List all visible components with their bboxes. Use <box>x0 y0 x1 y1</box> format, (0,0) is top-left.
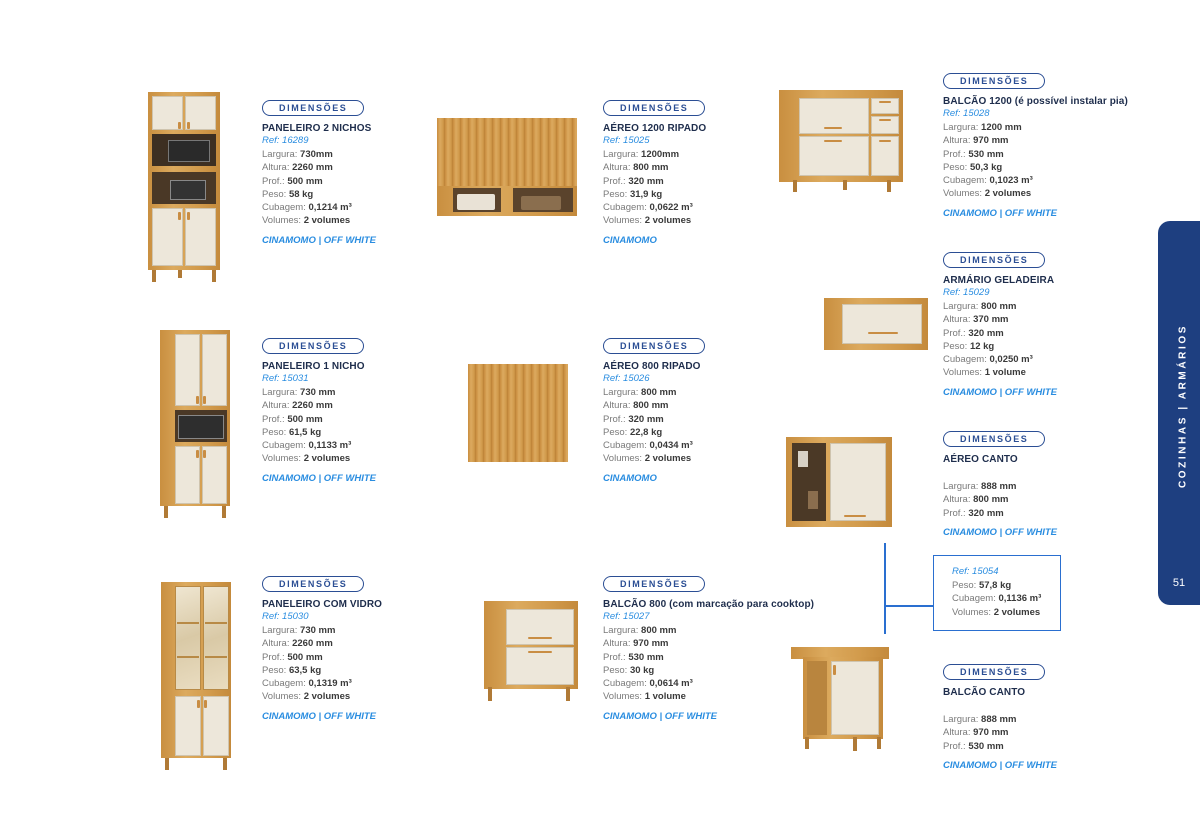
spec-row <box>603 452 833 465</box>
product-info <box>603 336 833 484</box>
page-number: 51 <box>1172 577 1186 589</box>
spec-row <box>603 386 833 399</box>
spec-value: 500 mm <box>287 651 323 663</box>
spec-label: Altura: <box>262 638 290 650</box>
spec-value: 800 mm <box>973 494 1009 506</box>
spec-value: 1 volume <box>984 367 1026 379</box>
spec-row <box>943 340 1173 353</box>
spec-list <box>603 148 833 228</box>
spec-value: 2 volumes <box>993 606 1041 618</box>
finish-colors-link[interactable]: CINAMOMO <box>603 234 657 246</box>
spec-row <box>603 690 833 703</box>
spec-row <box>943 726 1173 739</box>
spec-label: Peso: <box>603 664 628 676</box>
spec-value: 2260 mm <box>292 162 333 174</box>
spec-label: Cubagem: <box>603 202 647 214</box>
spec-label: Largura: <box>262 387 298 398</box>
spec-value: 530 mm <box>628 651 664 663</box>
spec-label: Cubagem: <box>943 175 987 187</box>
finish-colors-link[interactable]: CINAMOMO | OFF WHITE <box>262 710 377 722</box>
spec-label: Prof.: <box>262 175 285 187</box>
spec-label: Cubagem: <box>603 440 647 452</box>
spec-label: Peso: <box>603 426 628 438</box>
spec-value: 970 mm <box>973 135 1009 147</box>
spec-value: 500 mm <box>287 413 323 425</box>
product-ref: Ref: 16289 <box>262 135 309 146</box>
spec-label: Altura: <box>603 638 631 650</box>
spec-label: Altura: <box>262 162 290 174</box>
spec-value: 2 volumes <box>644 215 692 227</box>
spec-row <box>952 579 1060 592</box>
spec-value: 0,0622 m³ <box>649 202 693 214</box>
spec-label: Altura: <box>943 314 971 326</box>
finish-colors-link[interactable]: CINAMOMO | OFF WHITE <box>603 710 718 722</box>
spec-value: 61,5 kg <box>288 426 322 438</box>
spec-list <box>943 300 1173 380</box>
spec-label: Cubagem: <box>952 593 996 605</box>
product-ref: Ref: 15029 <box>943 287 990 298</box>
spec-row <box>262 399 492 412</box>
spec-row <box>603 161 833 174</box>
spec-row <box>262 637 492 650</box>
spec-value: 2260 mm <box>292 400 333 412</box>
spec-label: Prof.: <box>943 327 966 339</box>
paneleiro-1-nicho-image <box>160 330 230 518</box>
spec-row <box>262 690 492 703</box>
spec-label: Volumes: <box>603 215 643 227</box>
spec-row <box>943 300 1173 313</box>
spec-label: Largura: <box>603 387 639 398</box>
spec-value: 2 volumes <box>303 215 351 227</box>
spec-row <box>262 214 492 227</box>
spec-row <box>603 426 833 439</box>
spec-label: Prof.: <box>603 413 626 425</box>
product-info <box>262 574 492 722</box>
spec-value: 1 volume <box>644 691 686 703</box>
spec-label: Cubagem: <box>262 440 306 452</box>
spec-label: Peso: <box>952 580 977 591</box>
spec-label: Altura: <box>603 400 631 412</box>
product-name: AÉREO 1200 RIPADO <box>603 123 707 134</box>
spec-list <box>943 713 1173 753</box>
product-ref: Ref: 15027 <box>603 611 650 622</box>
finish-colors-link[interactable]: CINAMOMO | OFF WHITE <box>262 472 377 484</box>
spec-value: 320 mm <box>968 327 1004 339</box>
spec-row <box>603 201 833 214</box>
spec-label: Volumes: <box>262 453 302 465</box>
corner-set-specs <box>952 579 1060 619</box>
spec-label: Volumes: <box>943 188 983 200</box>
spec-label: Largura: <box>943 301 979 312</box>
spec-value: 22,8 kg <box>629 426 663 438</box>
spec-row <box>603 175 833 188</box>
product-info <box>603 98 833 246</box>
product-name: PANELEIRO COM VIDRO <box>262 599 383 610</box>
spec-list <box>262 386 492 466</box>
spec-label: Peso: <box>943 161 968 173</box>
spec-value: 0,0250 m³ <box>989 354 1033 366</box>
spec-label: Volumes: <box>603 453 643 465</box>
spec-value: 320 mm <box>628 413 664 425</box>
spec-row <box>262 452 492 465</box>
spec-value: 800 mm <box>633 400 669 412</box>
spec-label: Altura: <box>943 135 971 147</box>
spec-row <box>943 148 1173 161</box>
spec-row <box>943 507 1173 520</box>
product-name: PANELEIRO 2 NICHOS <box>262 123 372 134</box>
spec-row <box>603 677 833 690</box>
spec-list <box>943 480 1173 520</box>
spec-list <box>603 386 833 466</box>
dimensions-badge[interactable]: DIMENSÕES <box>943 73 1045 89</box>
spec-value: 530 mm <box>968 148 1004 160</box>
spec-row <box>262 386 492 399</box>
spec-value: 0,1133 m³ <box>308 440 352 452</box>
corner-set-ref-box <box>933 555 1061 631</box>
spec-label: Volumes: <box>952 606 992 618</box>
spec-label: Altura: <box>943 494 971 506</box>
product-name: AÉREO 800 RIPADO <box>603 361 701 372</box>
product-name: ARMÁRIO GELADEIRA <box>943 275 1055 286</box>
spec-row <box>943 480 1173 493</box>
spec-row <box>603 148 833 161</box>
spec-row <box>943 121 1173 134</box>
spec-label: Prof.: <box>603 651 626 663</box>
spec-label: Cubagem: <box>262 678 306 690</box>
finish-colors-link[interactable]: CINAMOMO | OFF WHITE <box>943 207 1058 219</box>
connector-horizontal-line <box>884 605 934 607</box>
product-name: BALCÃO 800 (com marcação para cooktop) <box>603 599 815 610</box>
spec-label: Largura: <box>943 481 979 492</box>
product-info <box>943 429 1173 538</box>
spec-value: 57,8 kg <box>978 580 1012 591</box>
spec-value: 2 volumes <box>303 691 351 703</box>
spec-label: Altura: <box>262 400 290 412</box>
section-title: COZINHAS | ARMÁRIOS <box>1177 323 1189 489</box>
product-ref: Ref: 15028 <box>943 108 990 119</box>
product-name: PANELEIRO 1 NICHO <box>262 361 365 372</box>
spec-label: Largura: <box>943 714 979 725</box>
dimensions-badge[interactable]: DIMENSÕES <box>943 431 1045 447</box>
spec-label: Prof.: <box>943 148 966 160</box>
spec-row <box>262 651 492 664</box>
product-ref <box>943 466 1173 479</box>
spec-row <box>262 426 492 439</box>
spec-row <box>262 413 492 426</box>
spec-value: 0,1136 m³ <box>998 593 1042 605</box>
spec-value: 31,9 kg <box>629 188 663 200</box>
spec-value: 800 mm <box>641 625 677 636</box>
spec-row <box>943 313 1173 326</box>
product-name: BALCÃO 1200 (é possível instalar pia) <box>943 96 1128 107</box>
spec-row <box>262 664 492 677</box>
product-ref <box>943 699 1173 712</box>
spec-value: 0,1214 m³ <box>308 202 352 214</box>
spec-row <box>262 677 492 690</box>
spec-label: Peso: <box>262 426 287 438</box>
product-info <box>262 98 492 246</box>
spec-list <box>262 148 492 228</box>
spec-label: Cubagem: <box>262 202 306 214</box>
connector-vertical-line <box>884 543 886 634</box>
spec-value: 970 mm <box>633 638 669 650</box>
spec-value: 730 mm <box>300 625 336 636</box>
spec-value: 2 volumes <box>644 453 692 465</box>
spec-value: 800 mm <box>633 162 669 174</box>
spec-value: 730 mm <box>300 387 336 398</box>
spec-label: Cubagem: <box>603 678 647 690</box>
spec-label: Altura: <box>603 162 631 174</box>
product-ref: Ref: 15026 <box>603 373 650 384</box>
spec-value: 970 mm <box>973 727 1009 739</box>
spec-value: 800 mm <box>981 301 1017 312</box>
product-info <box>943 662 1173 771</box>
spec-value: 2 volumes <box>984 188 1032 200</box>
balcao-800-image <box>484 601 578 703</box>
spec-value: 370 mm <box>973 314 1009 326</box>
spec-value: 58 kg <box>288 188 314 200</box>
spec-value: 320 mm <box>968 507 1004 519</box>
spec-value: 320 mm <box>628 175 664 187</box>
spec-row <box>603 624 833 637</box>
spec-row <box>603 214 833 227</box>
spec-value: 500 mm <box>287 175 323 187</box>
spec-row <box>603 439 833 452</box>
spec-label: Largura: <box>603 625 639 636</box>
dimensions-badge[interactable]: DIMENSÕES <box>943 252 1045 268</box>
spec-row <box>262 188 492 201</box>
spec-row <box>943 493 1173 506</box>
product-ref: Ref: 15030 <box>262 611 309 622</box>
spec-list <box>943 121 1173 201</box>
spec-list <box>262 624 492 704</box>
spec-value: 888 mm <box>981 714 1017 725</box>
finish-colors-link[interactable]: CINAMOMO | OFF WHITE <box>943 526 1058 538</box>
product-info <box>603 574 833 722</box>
spec-label: Cubagem: <box>943 354 987 366</box>
spec-row <box>262 161 492 174</box>
spec-value: 0,0434 m³ <box>649 440 693 452</box>
spec-label: Largura: <box>262 625 298 636</box>
spec-value: 2 volumes <box>303 453 351 465</box>
spec-row <box>262 148 492 161</box>
spec-label: Prof.: <box>943 740 966 752</box>
spec-value: 0,1319 m³ <box>308 678 352 690</box>
spec-row <box>262 439 492 452</box>
spec-row <box>943 353 1173 366</box>
spec-row <box>943 174 1173 187</box>
spec-value: 730mm <box>300 149 333 160</box>
finish-colors-link[interactable]: CINAMOMO <box>603 472 657 484</box>
spec-row <box>943 327 1173 340</box>
spec-row <box>603 399 833 412</box>
spec-row <box>943 134 1173 147</box>
finish-colors-link[interactable]: CINAMOMO | OFF WHITE <box>943 386 1058 398</box>
finish-colors-link[interactable]: CINAMOMO | OFF WHITE <box>943 759 1058 771</box>
spec-value: 63,5 kg <box>288 664 322 676</box>
spec-value: 530 mm <box>968 740 1004 752</box>
dimensions-badge[interactable]: DIMENSÕES <box>262 576 364 592</box>
spec-label: Peso: <box>262 664 287 676</box>
spec-row <box>952 606 1060 619</box>
spec-row <box>943 187 1173 200</box>
spec-value: 12 kg <box>969 340 995 352</box>
paneleiro-2-nichos-image <box>148 92 220 282</box>
spec-value: 50,3 kg <box>969 161 1003 173</box>
spec-label: Prof.: <box>603 175 626 187</box>
spec-row <box>262 201 492 214</box>
spec-value: 1200mm <box>641 149 680 160</box>
spec-label: Volumes: <box>943 367 983 379</box>
spec-row <box>943 161 1173 174</box>
spec-label: Largura: <box>603 149 639 160</box>
spec-row <box>262 175 492 188</box>
spec-label: Largura: <box>262 149 298 160</box>
product-ref: Ref: 15025 <box>603 135 650 146</box>
spec-row <box>952 592 1060 605</box>
product-name: AÉREO CANTO <box>943 454 1018 465</box>
spec-label: Peso: <box>943 340 968 352</box>
corner-set-ref: Ref: 15054 <box>952 566 999 577</box>
product-ref: Ref: 15031 <box>262 373 309 384</box>
spec-label: Volumes: <box>262 215 302 227</box>
product-info <box>943 71 1173 219</box>
spec-value: 2260 mm <box>292 638 333 650</box>
spec-label: Prof.: <box>943 507 966 519</box>
spec-list <box>603 624 833 704</box>
spec-value: 0,0614 m³ <box>649 678 693 690</box>
spec-label: Peso: <box>603 188 628 200</box>
spec-value: 888 mm <box>981 481 1017 492</box>
dimensions-badge[interactable]: DIMENSÕES <box>262 100 364 116</box>
spec-row <box>603 664 833 677</box>
dimensions-badge[interactable]: DIMENSÕES <box>943 664 1045 680</box>
dimensions-badge[interactable]: DIMENSÕES <box>603 338 705 354</box>
spec-value: 30 kg <box>629 664 655 676</box>
armario-geladeira-image <box>824 298 928 350</box>
spec-value: 0,1023 m³ <box>989 175 1033 187</box>
spec-label: Prof.: <box>262 651 285 663</box>
spec-row <box>262 624 492 637</box>
spec-label: Volumes: <box>262 691 302 703</box>
finish-colors-link[interactable]: CINAMOMO | OFF WHITE <box>262 234 377 246</box>
spec-row <box>943 366 1173 379</box>
spec-row <box>943 713 1173 726</box>
paneleiro-com-vidro-image <box>161 582 231 770</box>
dimensions-badge[interactable]: DIMENSÕES <box>262 338 364 354</box>
section-side-tab[interactable] <box>1158 221 1200 605</box>
spec-label: Largura: <box>943 122 979 133</box>
product-info <box>262 336 492 484</box>
spec-label: Peso: <box>262 188 287 200</box>
spec-row <box>603 637 833 650</box>
spec-value: 1200 mm <box>981 122 1022 133</box>
spec-value: 800 mm <box>641 387 677 398</box>
spec-row <box>603 651 833 664</box>
spec-label: Altura: <box>943 727 971 739</box>
product-info <box>943 250 1173 398</box>
product-name: BALCÃO CANTO <box>943 687 1026 698</box>
dimensions-badge[interactable]: DIMENSÕES <box>603 576 705 592</box>
spec-row <box>603 413 833 426</box>
spec-label: Prof.: <box>262 413 285 425</box>
spec-row <box>943 740 1173 753</box>
spec-label: Volumes: <box>603 691 643 703</box>
dimensions-badge[interactable]: DIMENSÕES <box>603 100 705 116</box>
spec-row <box>603 188 833 201</box>
